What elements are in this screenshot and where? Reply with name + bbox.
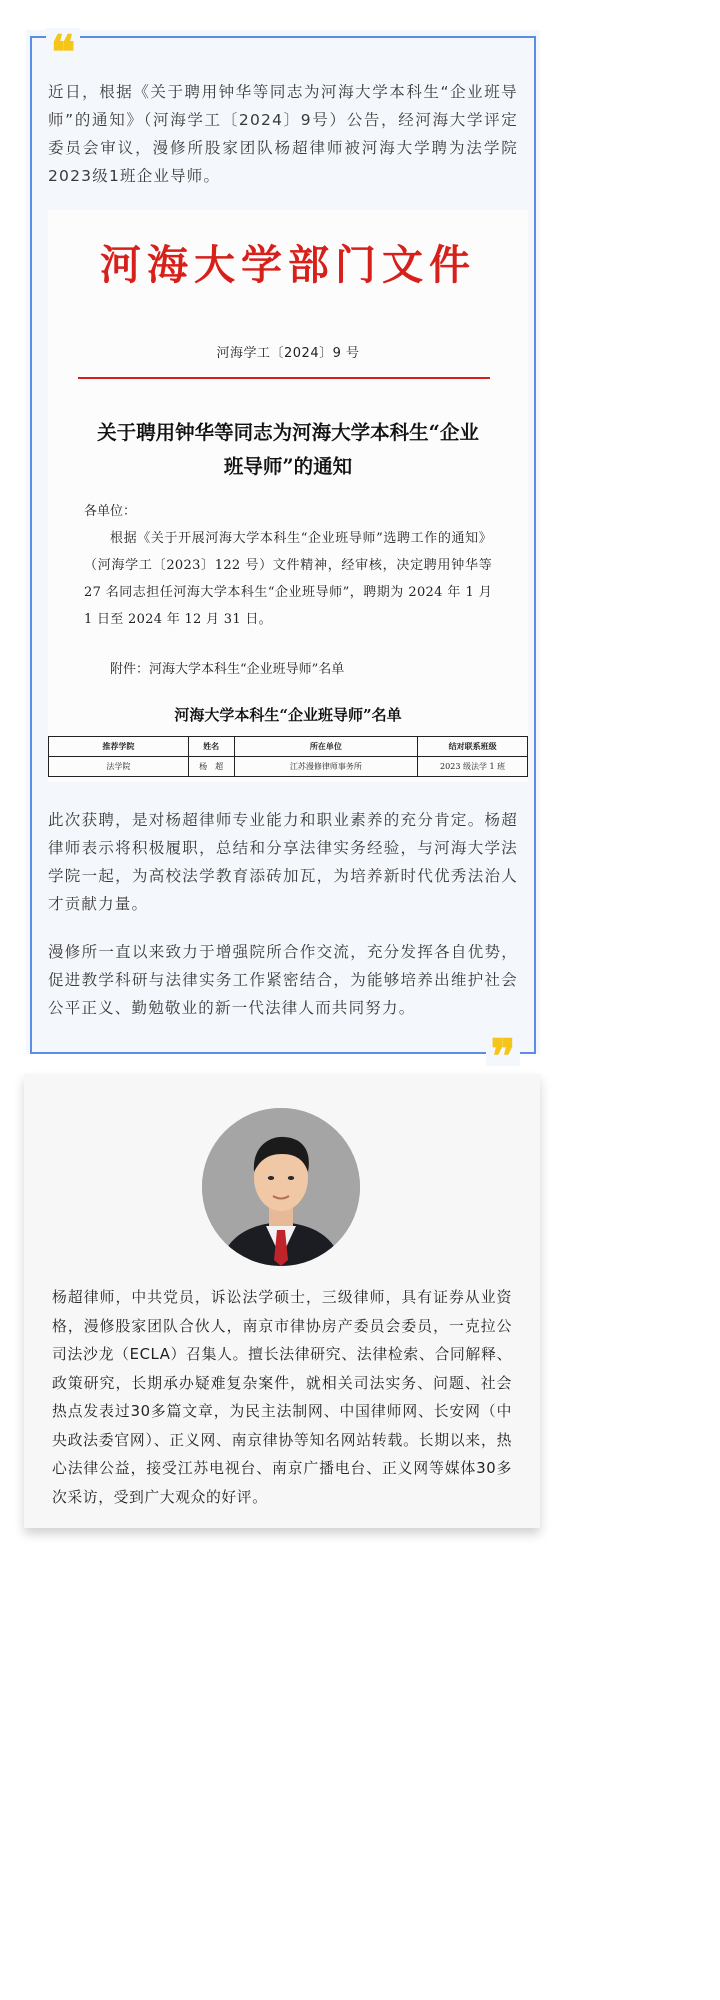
table-cell: 杨 超 [188, 757, 234, 777]
table-header-cell: 推荐学院 [49, 737, 189, 757]
table-header-cell: 结对联系班级 [418, 737, 528, 757]
document-body [84, 498, 492, 633]
article-quote-card [26, 28, 540, 1066]
document-attachment: 附件：河海大学本科生“企业班导师”名单 [110, 662, 345, 677]
official-document-image [48, 210, 528, 782]
document-title-line2: 班导师”的通知 [223, 455, 353, 478]
table-cell: 2023 级法学 1 班 [418, 757, 528, 777]
document-title [68, 416, 508, 484]
document-red-rule [78, 377, 490, 379]
achievement-paragraph: 此次获聘，是对杨超律师专业能力和职业素养的充分肯定。杨超律师表示将积极履职，总结和分享法律实务经验，与河海大学法学院一起，为高校法学教育添砖加瓦，为培养新时代优秀法治人才贡献力量。 [48, 811, 518, 913]
table-header-row [49, 737, 528, 757]
intro-paragraph: 近日，根据《关于聘用钟华等同志为河海大学本科生“企业班导师”的通知》（河海学工〔2024〕9号）公告，经河海大学评定委员会审议，漫修所股家团队杨超律师被河海大学聘为法学院2023级1班企业导师。 [48, 83, 518, 185]
document-salutation: 各单位： [84, 504, 137, 519]
table-header-cell: 姓名 [188, 737, 234, 757]
open-quote-icon: ❝ [46, 28, 80, 58]
table-row [49, 757, 528, 777]
person-portrait-icon [202, 1108, 360, 1266]
document-list-title: 河海大学本科生“企业班导师”名单 [174, 706, 402, 724]
document-title-line1: 关于聘用钟华等同志为河海大学本科生“企业 [97, 421, 479, 444]
document-header: 河海大学部门文件 [100, 241, 476, 289]
avatar [202, 1108, 360, 1266]
lawyer-bio: 杨超律师，中共党员，诉讼法学硕士，三级律师，具有证券从业资格，漫修股家团队合伙人，南京市律协房产委员会委员，一克拉公司法沙龙（ECLA）召集人。擅长法律研究、法律检索、合同解释、政策研究，长期承办疑难复杂案件，就相关司法实务、问题、社会热点发表过30多篇文章，为民主法制网、中国律师网、长安网（中央政法委官网）、正义网、南京律协等知名网站转载。长期以来，热心法律公益，接受江苏电视台、南京广播电台、正义网等媒体30多次采访，受到广大观众的好评。 [52, 1289, 512, 1506]
mentor-list-table [48, 736, 528, 777]
cooperation-paragraph: 漫修所一直以来致力于增强院所合作交流，充分发挥各自优势，促进教学科研与法律实务工作紧密结合，为能够培养出维护社会公平正义、勤勉敬业的新一代法律人而共同努力。 [48, 943, 518, 1017]
table-cell: 法学院 [49, 757, 189, 777]
table-cell: 江苏漫修律师事务所 [234, 757, 418, 777]
lawyer-profile-card [24, 1074, 540, 1528]
quote-frame [30, 28, 536, 1066]
document-body-text: 根据《关于开展河海大学本科生“企业班导师”选聘工作的通知》（河海学工〔2023〕122 号）文件精神，经审核，决定聘用钟华等 27 名同志担任河海大学本科生“企业班导师”，聘期为 2024 年 1 月 1 日至 2024 年 12 月 31 日。 [84, 531, 492, 627]
close-quote-icon: ❞ [486, 1036, 520, 1066]
document-reference-number: 河海学工〔2024〕9 号 [216, 346, 360, 361]
table-header-cell: 所在单位 [234, 737, 418, 757]
